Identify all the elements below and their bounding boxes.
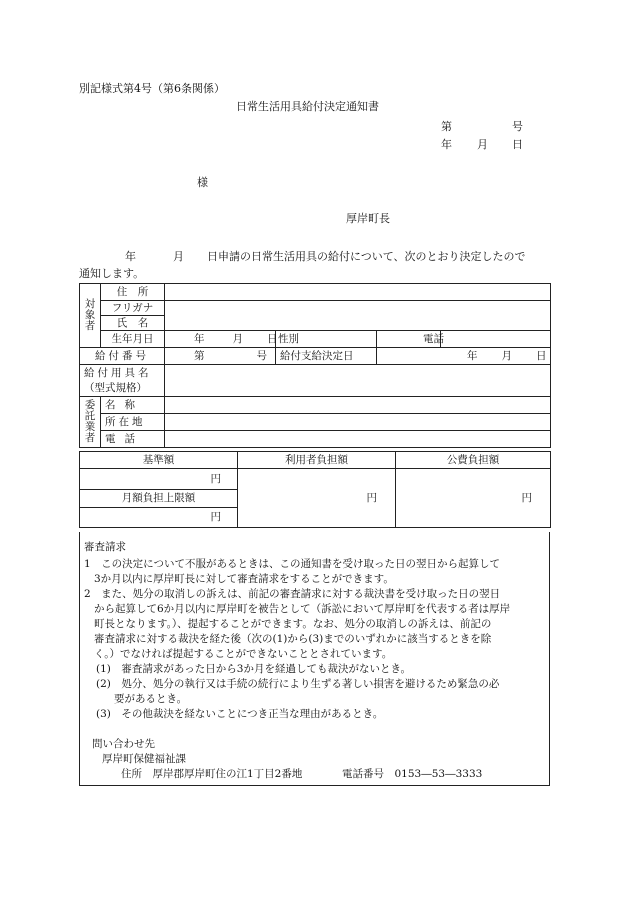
item-name-label [80, 365, 165, 397]
decision-month: 月 [501, 349, 512, 362]
benefit-dai: 第 [194, 349, 205, 362]
appeal-item2-line1: (2) 処分、処分の執行又は手続の続行により生ずる著しい損害を避けるため緊急の必 [96, 678, 500, 690]
addressee-sama: 様 [197, 176, 208, 189]
name-label: 氏 名 [101, 316, 165, 331]
appeal-p2-line1: 2 また、処分の取消しの訴えは、前記の審査請求に対する裁決書を受け取った日の翌日 [84, 588, 501, 600]
monthly-cap-value[interactable]: 円 [80, 508, 238, 528]
appeal-p2-line3: 町長となります。）、提起することができます。なお、処分の取消しの訴えは、前記の [94, 618, 492, 630]
date-day: 日 [512, 138, 523, 151]
document-title: 日常生活用具給付決定通知書 [236, 100, 379, 113]
user-burden-header: 利用者負担額 [238, 452, 396, 469]
intro-month: 月 [173, 250, 184, 263]
monthly-cap-label: 月額負担上限額 [80, 490, 238, 508]
benefit-go: 号 [256, 349, 267, 362]
contact-address: 住所 厚岸郡厚岸町住の江1丁目2番地 [121, 768, 303, 780]
furigana-value[interactable] [165, 301, 551, 316]
gender-label: 性別 [278, 332, 299, 345]
contractor-name-value[interactable] [165, 397, 551, 414]
form-reference: 別記様式第4号（第6条関係） [79, 82, 225, 95]
base-amount-header: 基準額 [80, 452, 238, 469]
item-name-value[interactable] [165, 365, 551, 397]
decision-date-value[interactable] [377, 348, 551, 365]
item-name-line1: 給付用具名 [84, 367, 152, 380]
issuer-name: 厚岸町長 [346, 212, 390, 225]
appeal-p2-line5: く。）でなければ提起することができないこととされています。 [94, 648, 393, 660]
address-value[interactable] [165, 284, 551, 301]
intro-text-line1: 日申請の日常生活用具の給付について、次のとおり決定したので [207, 250, 526, 263]
contractor-label: 委託業者 [80, 397, 101, 448]
benefit-number-value[interactable] [165, 348, 276, 365]
appeal-p2-line2: から起算して6か月以内に厚岸町を被告として（訴訟において厚岸町を代表する者は厚岸 [94, 603, 511, 615]
name-value[interactable] [165, 316, 551, 331]
appeal-notice-box [79, 532, 550, 786]
contact-heading: 問い合わせ先 [92, 738, 155, 750]
birth-year: 年 [194, 332, 205, 345]
amount-table [79, 451, 551, 528]
contractor-name-label: 名称 [101, 397, 165, 414]
appeal-heading: 審査請求 [84, 541, 126, 553]
appeal-item1: (1) 審査請求があった日から3か月を経過しても裁決がないとき。 [96, 663, 412, 675]
address-label: 住 所 [101, 284, 165, 301]
decision-year: 年 [467, 349, 478, 362]
contractor-address-value[interactable] [165, 414, 551, 431]
appeal-p1-line2: 3か月以内に厚岸町長に対して審査請求をすることができます。 [94, 573, 394, 585]
number-go: 号 [512, 120, 523, 133]
item-name-line2: （型式規格） [84, 381, 147, 394]
contractor-phone-value[interactable] [165, 431, 551, 448]
phone-label: 電話 [423, 332, 444, 345]
intro-year: 年 [125, 250, 136, 263]
public-burden-value[interactable]: 円 [396, 469, 551, 528]
date-year: 年 [441, 138, 452, 151]
contractor-address-label: 所在地 [101, 414, 165, 431]
contact-phone: 電話番号 0153―53―3333 [342, 768, 483, 780]
birthdate-value[interactable] [165, 331, 276, 348]
target-person-label: 対象者 [80, 284, 101, 348]
applicant-table [79, 283, 551, 448]
base-amount-value[interactable]: 円 [80, 469, 238, 490]
phone-label-cell [377, 331, 444, 348]
user-burden-value[interactable]: 円 [238, 469, 396, 528]
contractor-phone-label: 電話 [101, 431, 165, 448]
birth-day: 日 [267, 332, 278, 345]
decision-date-label: 給付支給決定日 [276, 348, 377, 365]
appeal-p2-line4: 審査請求に対する裁決を経た後（次の(1)から(3)までのいずれかに該当するときを除 [94, 633, 492, 645]
number-dai: 第 [441, 120, 452, 133]
date-month: 月 [477, 138, 488, 151]
public-burden-header: 公費負担額 [396, 452, 551, 469]
benefit-number-label: 給付番号 [80, 348, 165, 365]
decision-day: 日 [536, 349, 547, 362]
birth-month: 月 [232, 332, 243, 345]
phone-value[interactable] [441, 331, 551, 348]
furigana-label: フリガナ [101, 301, 165, 316]
appeal-item3: (3) その他裁決を経ないことにつき正当な理由があるとき。 [96, 708, 384, 720]
intro-text-line2: 通知します。 [79, 267, 145, 280]
contact-department: 厚岸町保健福祉課 [102, 753, 186, 765]
appeal-p1-line1: 1 この決定について不服があるときは、この通知書を受け取った日の翌日から起算して [84, 558, 500, 570]
gender-cell[interactable] [276, 331, 377, 348]
birthdate-label: 生年月日 [101, 331, 165, 348]
appeal-item2-line2: 要があるとき。 [114, 693, 188, 705]
